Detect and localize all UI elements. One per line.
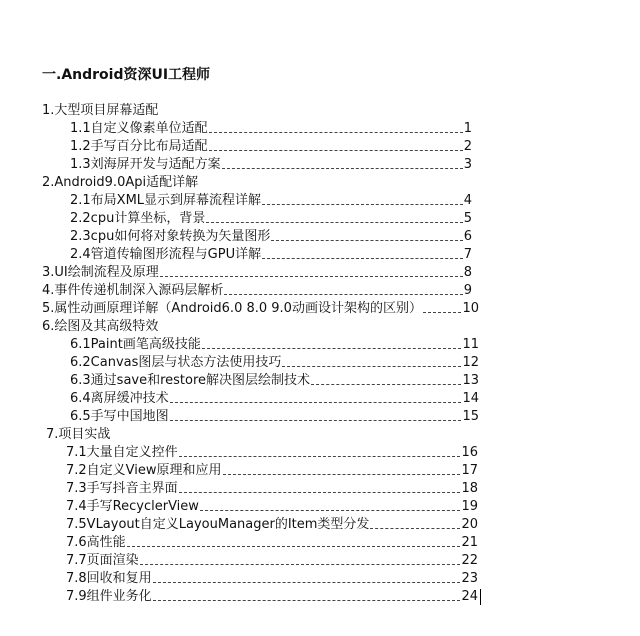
toc-entry-text: 6.1Paint画笔高级技能 [70, 337, 201, 352]
toc-entry-2-1[interactable] [70, 192, 472, 210]
toc-entry-7-1[interactable] [66, 444, 478, 462]
toc-entry-2-4[interactable] [70, 246, 472, 264]
toc-page-number: 20 [461, 517, 478, 532]
toc-page-number: 12 [462, 355, 479, 370]
toc-entry-text: 7.9组件业务化 [66, 589, 152, 604]
toc-entry-text: 2.4管道传输图形流程与GPU详解 [70, 247, 262, 262]
toc-entry-text: 4.事件传递机制深入源码层解析 [42, 283, 224, 298]
toc-leader [311, 375, 461, 385]
toc-leader [223, 465, 461, 475]
toc-leader [153, 591, 461, 601]
toc-page-number: 13 [462, 373, 479, 388]
text-cursor [480, 589, 481, 605]
toc-leader [262, 249, 463, 259]
toc-entry-1-2[interactable] [70, 138, 472, 156]
toc-leader [202, 339, 462, 349]
toc-heading-2: 2.Android9.0Api适配详解 [42, 175, 199, 190]
toc-heading-1: 1.大型项目屏幕适配 [42, 103, 159, 118]
toc-entry-3[interactable] [42, 264, 472, 282]
toc-entry-text: 3.UI绘制流程及原理 [42, 265, 159, 280]
toc-page-number: 10 [462, 301, 479, 316]
toc-page-number: 18 [461, 481, 478, 496]
toc-entry-1-1[interactable] [70, 120, 472, 138]
toc-entry-6-1[interactable] [70, 336, 479, 354]
toc-entry-7-6[interactable] [66, 534, 478, 552]
toc-leader [370, 519, 460, 529]
toc-entry-text: 6.5手写中国地图 [70, 409, 169, 424]
toc-entry-text: 1.3刘海屏开发与适配方案 [70, 157, 221, 172]
toc-entry-text: 7.8回收和复用 [66, 571, 152, 586]
toc-page-number: 6 [463, 229, 472, 244]
toc-leader [127, 537, 461, 547]
toc-entry-text: 7.2自定义View原理和应用 [66, 463, 222, 478]
toc-entry-text: 7.5VLayout自定义LayouManager的Item类型分发 [66, 517, 370, 532]
toc-heading-6: 6.绘图及其高级特效 [42, 319, 159, 334]
toc-leader [170, 411, 462, 421]
toc-entry-text: 7.6高性能 [66, 535, 126, 550]
toc-heading-7: 7.项目实战 [46, 427, 111, 442]
toc-entry-7-9[interactable] [66, 588, 478, 606]
toc-page-number: 22 [461, 553, 478, 568]
toc-page-number: 8 [463, 265, 472, 280]
toc-leader [179, 447, 461, 457]
toc-page-number: 5 [463, 211, 472, 226]
toc-leader [423, 303, 462, 313]
toc-page-number: 21 [461, 535, 478, 550]
toc-entry-text: 1.1自定义像素单位适配 [70, 121, 208, 136]
toc-entry-1-3[interactable] [70, 156, 472, 174]
toc-page-number: 3 [463, 157, 472, 172]
toc-page-number: 15 [462, 409, 479, 424]
toc-entry-text: 5.属性动画原理详解（Android6.0 8.0 9.0动画设计架构的区别） [42, 301, 422, 316]
toc-entry-5[interactable] [42, 300, 479, 318]
toc-entry-text: 7.1大量自定义控件 [66, 445, 178, 460]
toc-entry-6-4[interactable] [70, 390, 479, 408]
toc-entry-text: 6.4离屏缓冲技术 [70, 391, 169, 406]
toc-entry-6-5[interactable] [70, 408, 479, 426]
toc-page-number: 19 [461, 499, 478, 514]
toc-entry-7-4[interactable] [66, 498, 478, 516]
toc-page-number: 17 [461, 463, 478, 478]
toc-leader [170, 393, 462, 403]
toc-entry-7-2[interactable] [66, 462, 478, 480]
toc-leader [271, 231, 462, 241]
toc-leader [206, 213, 462, 223]
toc-leader [209, 141, 463, 151]
toc-entry-text: 2.2cpu计算坐标，背景 [70, 211, 206, 226]
toc-entry-4[interactable] [42, 282, 472, 300]
toc-page-number: 4 [463, 193, 472, 208]
toc-leader [160, 267, 463, 277]
toc-leader [179, 483, 461, 493]
toc-leader [200, 501, 461, 511]
toc-entry-text: 6.3通过save和restore解决图层绘制技术 [70, 373, 311, 388]
toc-leader [224, 285, 462, 295]
toc-page-number: 2 [463, 139, 472, 154]
toc-page-number: 23 [461, 571, 478, 586]
toc-entry-7-8[interactable] [66, 570, 478, 588]
toc-page-number: 16 [461, 445, 478, 460]
toc-entry-text: 7.3手写抖音主界面 [66, 481, 178, 496]
toc-leader [153, 573, 461, 583]
toc-entry-text: 2.1布局XML显示到屏幕流程详解 [70, 193, 262, 208]
toc-page-number: 1 [463, 121, 472, 136]
toc-page-number: 7 [463, 247, 472, 262]
toc-page-number: 14 [462, 391, 479, 406]
toc-leader [282, 357, 461, 367]
toc-leader [262, 195, 463, 205]
document-title: 一.Android资深UI工程师 [42, 67, 211, 83]
toc-entry-text: 6.2Canvas图层与状态方法使用技巧 [70, 355, 282, 370]
toc-entry-text: 2.3cpu如何将对象转换为矢量图形 [70, 229, 271, 244]
toc-entry-text: 7.7页面渲染 [66, 553, 139, 568]
toc-page-number: 24 [461, 589, 478, 604]
toc-entry-7-7[interactable] [66, 552, 478, 570]
toc-page-number: 11 [462, 337, 479, 352]
toc-leader [140, 555, 461, 565]
toc-entry-6-3[interactable] [70, 372, 479, 390]
toc-entry-6-2[interactable] [70, 354, 479, 372]
toc-entry-2-3[interactable] [70, 228, 472, 246]
toc-entry-2-2[interactable] [70, 210, 472, 228]
toc-leader [209, 123, 463, 133]
toc-entry-text: 1.2手写百分比布局适配 [70, 139, 208, 154]
toc-entry-7-5[interactable] [66, 516, 478, 534]
toc-page-number: 9 [463, 283, 472, 298]
toc-entry-7-3[interactable] [66, 480, 478, 498]
toc-entry-text: 7.4手写RecyclerView [66, 499, 199, 514]
toc-leader [222, 159, 463, 169]
